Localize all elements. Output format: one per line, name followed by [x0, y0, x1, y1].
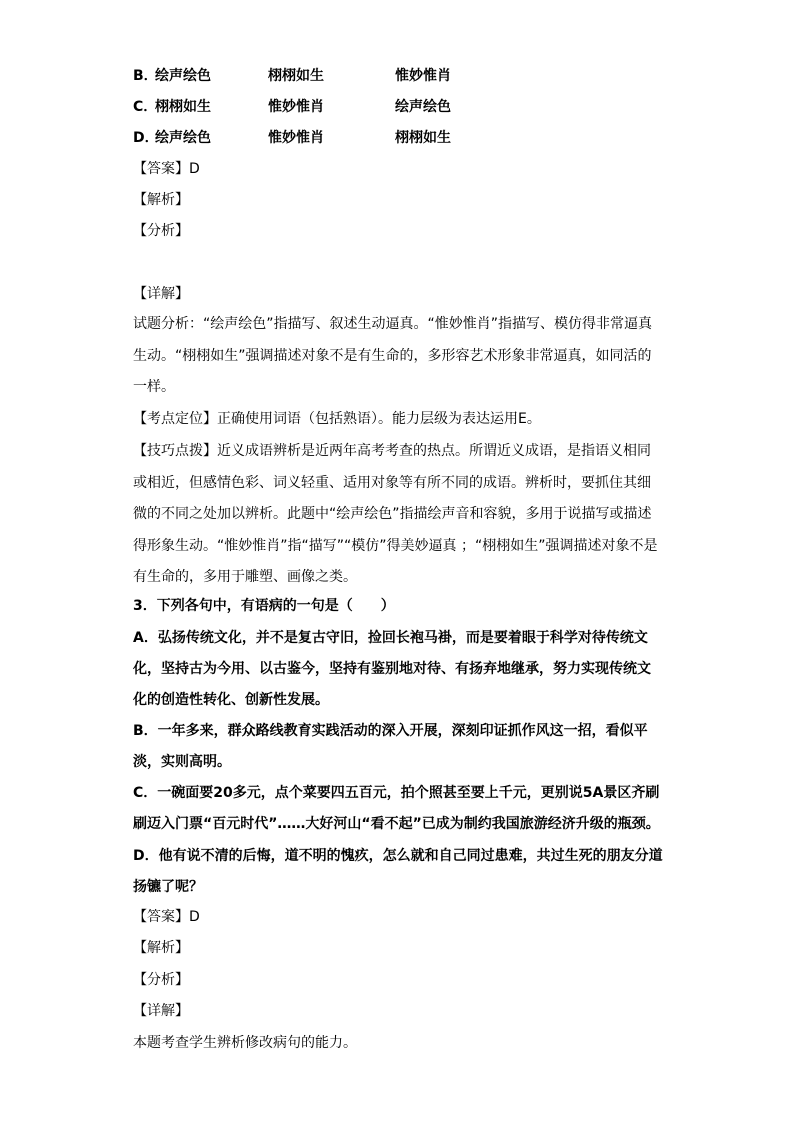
option-item: 绘声绘色 [155, 130, 211, 146]
q3-option-d: D．他有说不清的后悔，道不明的愧疚，怎么就和自己同过患难，共过生死的朋友分道扬镳了呢？ [133, 848, 663, 895]
option-item: 惟妙惟肖 [268, 130, 324, 146]
option-item: 绘声绘色 [395, 99, 451, 115]
analysis-label: 【解析】 [133, 940, 189, 956]
answer-label: 【答案】D [133, 161, 200, 177]
answer-label: 【答案】D [133, 909, 200, 925]
q3-detail-paragraph: 本题考查学生辨析修改病句的能力。 [133, 1035, 357, 1051]
fenxi-label: 【分析】 [133, 223, 189, 239]
q3-option-c: C．一碗面要20多元，点个菜要四五百元，拍个照甚至要上千元，更别说5A景区齐刷刷迈入门票“百元时代”……大好河山“看不起”已成为制约我国旅游经济升级的瓶颈。 [133, 785, 660, 832]
xiangjie-label: 【详解】 [133, 1003, 189, 1019]
kaodian-paragraph: 【考点定位】正确使用词语（包括熟语）。能力层级为表达运用E。 [133, 411, 541, 427]
option-letter: D． [133, 130, 159, 146]
jiqiao-paragraph: 【技巧点拨】近义成语辨析是近两年高考考查的热点。所谓近义成语，是指语义相同或相近，但感情色彩、词义轻重、适用对象等有所不同的成语。辨析时，要抓住其细微的不同之处加以辨析。此题中“绘声绘色”指描绘声音和容貌，多用于说描写或描述得形象生动。“惟妙惟肖”指“描写”“模仿”得美妙逼真 ；“栩栩如生”强调描述对象不是有生命的，多用于雕塑、画像之类。 [133, 443, 658, 585]
analysis-label: 【解析】 [133, 192, 189, 208]
option-item: 栩栩如生 [155, 99, 211, 115]
q3-stem: 3．下列各句中，有语病的一句是（ ） [133, 598, 395, 614]
option-item: 惟妙惟肖 [395, 68, 451, 84]
option-item: 栩栩如生 [395, 130, 451, 146]
option-item: 惟妙惟肖 [268, 99, 324, 115]
q3-option-b: B．一年多来，群众路线教育实践活动的深入开展，深刻印证抓作风这一招，看似平淡，实则高明。 [133, 723, 648, 770]
option-letter: C． [133, 99, 158, 115]
option-item: 栩栩如生 [268, 68, 324, 84]
fenxi-label: 【分析】 [133, 972, 189, 988]
q2-detail-paragraph: 试题分析：“绘声绘色”指描写、叙述生动逼真。“惟妙惟肖”指描写、模仿得非常逼真生动。“栩栩如生”强调描述对象不是有生命的，多形容艺术形象非常逼真，如同活的一样。 [133, 316, 653, 395]
option-letter: B． [133, 68, 158, 84]
xiangjie-label: 【详解】 [133, 286, 189, 302]
option-item: 绘声绘色 [155, 68, 211, 84]
q3-option-a: A．弘扬传统文化，并不是复古守旧，捡回长袍马褂，而是要着眼于科学对待传统文化，坚持古为今用、以古鉴今，坚持有鉴别地对待、有扬弃地继承，努力实现传统文化的创造性转化、创新性发展。 [133, 630, 651, 708]
